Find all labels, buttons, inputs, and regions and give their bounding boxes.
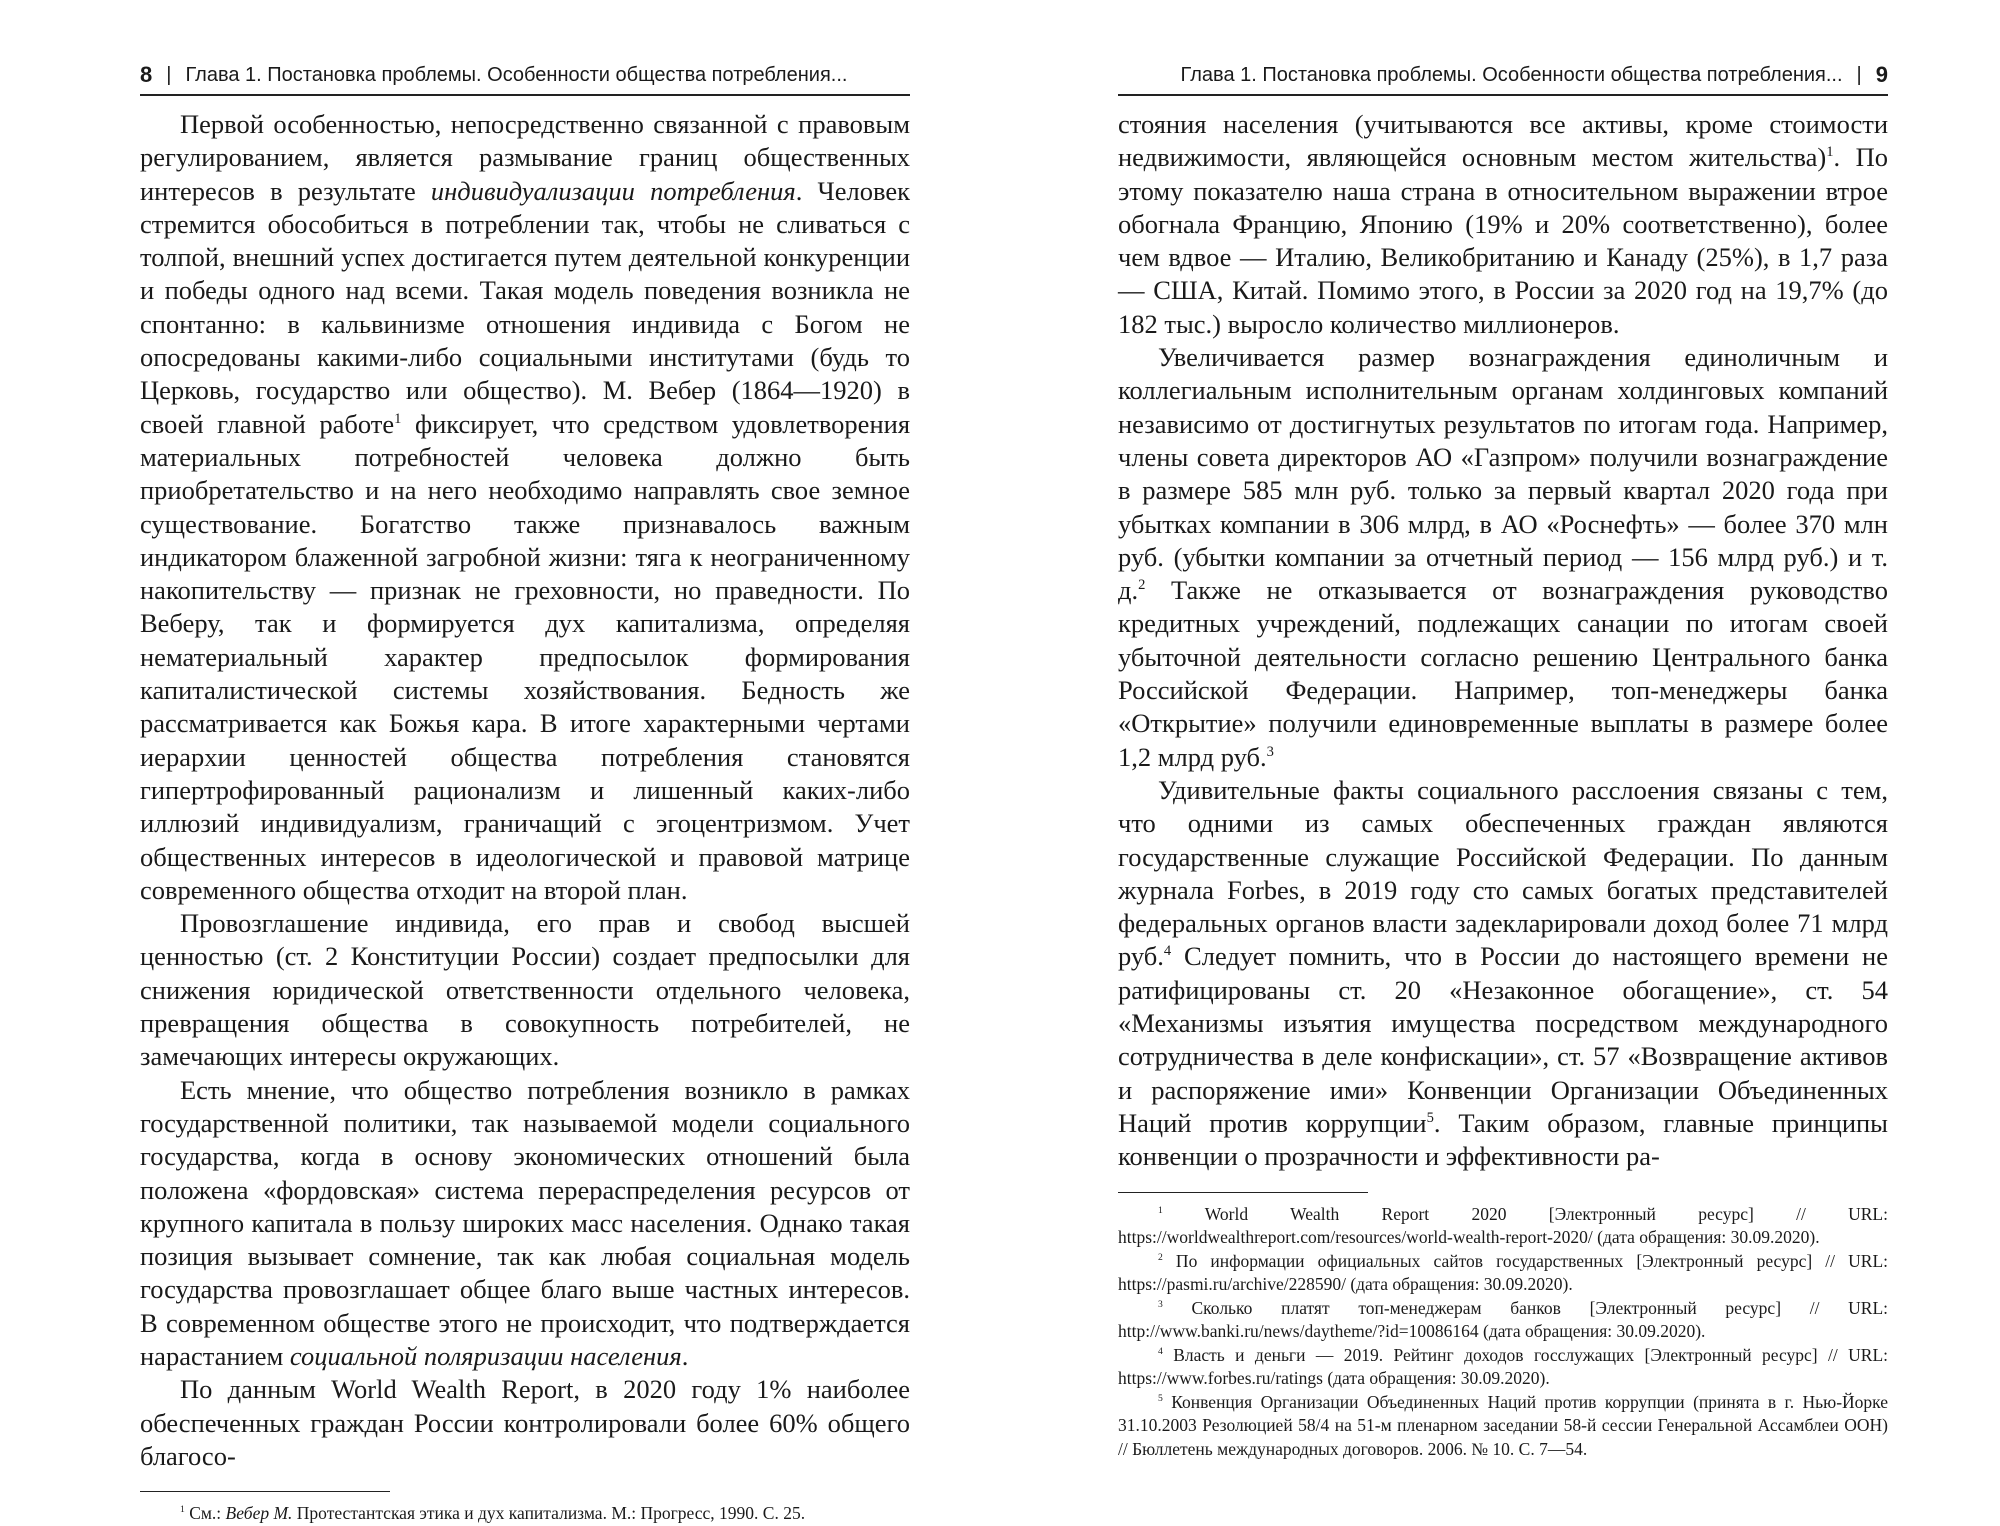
right-page-body	[1118, 108, 1888, 1174]
footnote: $^4$ Власть и деньги — 2019. Рейтинг доходов госслужащих [Электронный ресурс] // URL: https://www.forbes.ru/ratings (дата обращения: 30.09.2020).	[1118, 1344, 1888, 1388]
left-page-body	[140, 108, 910, 1473]
header-separator: |	[1856, 63, 1862, 86]
footnote-ref: 5	[1426, 1110, 1434, 1127]
right-running-header	[1118, 60, 1888, 96]
footnote-ref: 1	[394, 410, 402, 427]
footnote: $^2$ По информации официальных сайтов государственных [Электронный ресурс] // URL: https://pasmi.ru/archive/228590/ (дата обращения: 30.09.2020).	[1118, 1250, 1888, 1294]
left-running-header	[140, 60, 910, 96]
left-footnotes	[140, 1502, 910, 1526]
paragraph: Первой особенностью, непосредственно связанной с правовым регулированием, является размывание границ общественных интересов в результате индивидуализации потребления. Человек стремится обособиться в потреблении так, чтобы не сливаться с толпой, внешний успех достигается путем деятельной конкуренции и победы одного над всеми. Такая модель поведения возникла не спонтанно: в кальвинизме отношения индивида с Богом не опосредованы какими-либо социальными институтами (будь то Церковь, государство или общество). М. Вебер (1864—1920) в своей главной работе$^1$ фиксирует, что средством удовлетворения материальных потребностей человека должно быть приобретательство и на него необходимо направлять свое земное существование. Богатство также признавалось важным индикатором блаженной загробной жизни: тяга к неограниченному накопительству — признак не греховности, но праведности. По Веберу, так и формируется дух капитализма, определяя нематериальный характер предпосылок формирования капиталистической системы хозяйствования. Бедность же рассматривается как Божья кара. В итоге характерными чертами иерархии ценностей общества потребления становятся гипертрофированный рационализм и лишенный каких-либо иллюзий индивидуализм, граничащий с эгоцентризмом. Учет общественных интересов в идеологической и правовой матрице современного общества отходит на второй план.	[140, 109, 911, 905]
footnote: $^5$ Конвенция Организации Объединенных Наций против коррупции (принята в г. Нью-Йорке 31.10.2003 Резолюцией 58/4 на 51-м пленарном заседании 58-й сессии Генеральной Ассамблеи ООН) // Бюллетень международных договоров. 2006. № 10. С. 7—54.	[1118, 1391, 1888, 1459]
footnote-ref: 1	[1826, 144, 1834, 161]
paragraph: Провозглашение индивида, его прав и свобод высшей ценностью (ст. 2 Конституции России) создает предпосылки для снижения юридической ответственности отдельного человека, превращения общества в совокупность потребителей, не замечающих интересы окружающих.	[140, 908, 910, 1072]
paragraph: Есть мнение, что общество потребления возникло в рамках государственной политики, так называемой модели социального государства, когда в основу экономических отношений была положена «фордовская» система перераспределения ресурсов от крупного капитала в пользу широких масс населения. Однако такая позиция вызывает сомнение, так как любая социальная модель государства провозглашает общее благо выше частных интересов. В современном обществе этого не происходит, что подтверждается нарастанием социальной поляризации населения.	[140, 1074, 910, 1371]
footnote: $^1$ См.: Вебер М. Протестантская этика и дух капитализма. М.: Прогресс, 1990. С. 25.	[180, 1503, 806, 1524]
footnote: $^3$ Сколько платят топ-менеджерам банков [Электронный ресурс] // URL: http://www.banki.ru/news/daytheme/?id=10086164 (дата обращения: 30.09.2020).	[1118, 1297, 1888, 1341]
right-page-number: 9	[1875, 62, 1888, 87]
paragraph: По данным World Wealth Report, в 2020 году 1% наиболее обеспеченных граждан России контролировали более 60% общего благосо-	[140, 1374, 910, 1471]
header-separator: |	[166, 63, 172, 86]
right-running-title: Глава 1. Постановка проблемы. Особенности общества потребления...	[1180, 63, 1843, 86]
footnote-divider	[1118, 1192, 1368, 1193]
right-page	[1118, 60, 1888, 1461]
emphasis: индивидуализации потребления	[430, 175, 796, 206]
paragraph: Увеличивается размер вознаграждения единоличным и коллегиальным исполнительным органам холдинговых компаний независимо от достигнутых результатов по итогам года. Например, члены совета директоров АО «Газпром» получили вознаграждение в размере 585 млн руб. только за первый квартал 2020 года при убытках компании в 306 млрд, в АО «Роснефть» — более 370 млн руб. (убытки компании за отчетный период — 156 млрд руб.) и т. д.$^2$ Также не отказывается от вознаграждения руководство кредитных учреждений, подлежащих санации по итогам своей убыточной деятельности согласно решению Центрального банка Российской Федерации. Например, топ-менеджеры банка «Открытие» получили единовременные выплаты в размере более 1,2 млрд руб.$^3$	[1118, 342, 1888, 772]
paragraph: Удивительные факты социального расслоения связаны с тем, что одними из самых обеспеченных граждан являются государственные служащие Российской Федерации. По данным журнала Forbes, в 2019 году сто самых богатых представителей федеральных органов власти задекларировали доход более 71 млрд руб.$^4$ Следует помнить, что в России до настоящего времени не ратифицированы ст. 20 «Незаконное обогащение», ст. 54 «Механизмы изъятия имущества посредством международного сотрудничества в деле конфискации», ст. 57 «Возвращение активов и распоряжение ими» Конвенции Организации Объединенных Наций против коррупции$^5$. Таким образом, главные принципы конвенции о прозрачности и эффективности ра-	[1118, 774, 1888, 1172]
left-page	[140, 60, 910, 1526]
footnote: $^1$ World Wealth Report 2020 [Электронный ресурс] // URL: https://worldwealthreport.com/resources/world-wealth-report-2020/ (дата обращения: 30.09.2020).	[1118, 1203, 1888, 1247]
footnote-ref: 2	[1138, 577, 1146, 594]
footnote-divider	[140, 1491, 390, 1492]
emphasis: социальной поляризации населения	[289, 1340, 682, 1371]
right-footnotes	[1118, 1203, 1888, 1462]
footnote-ref: 4	[1163, 943, 1172, 960]
left-page-number: 8	[140, 62, 153, 87]
left-running-title: Глава 1. Постановка проблемы. Особенности общества потребления...	[185, 63, 848, 86]
footnote-ref: 3	[1266, 743, 1274, 760]
paragraph: стояния населения (учитываются все активы, кроме стоимости недвижимости, являющейся основным местом жительства)$^1$. По этому показателю наша страна в относительном выражении втрое обогнала Францию, Японию (19% и 20% соответственно), более чем вдвое — Италию, Великобританию и Канаду (25%), в 1,7 раза — США, Китай. Помимо этого, в России за 2020 год на 19,7% (до 182 тыс.) выросло количество миллионеров.	[1118, 109, 1888, 339]
